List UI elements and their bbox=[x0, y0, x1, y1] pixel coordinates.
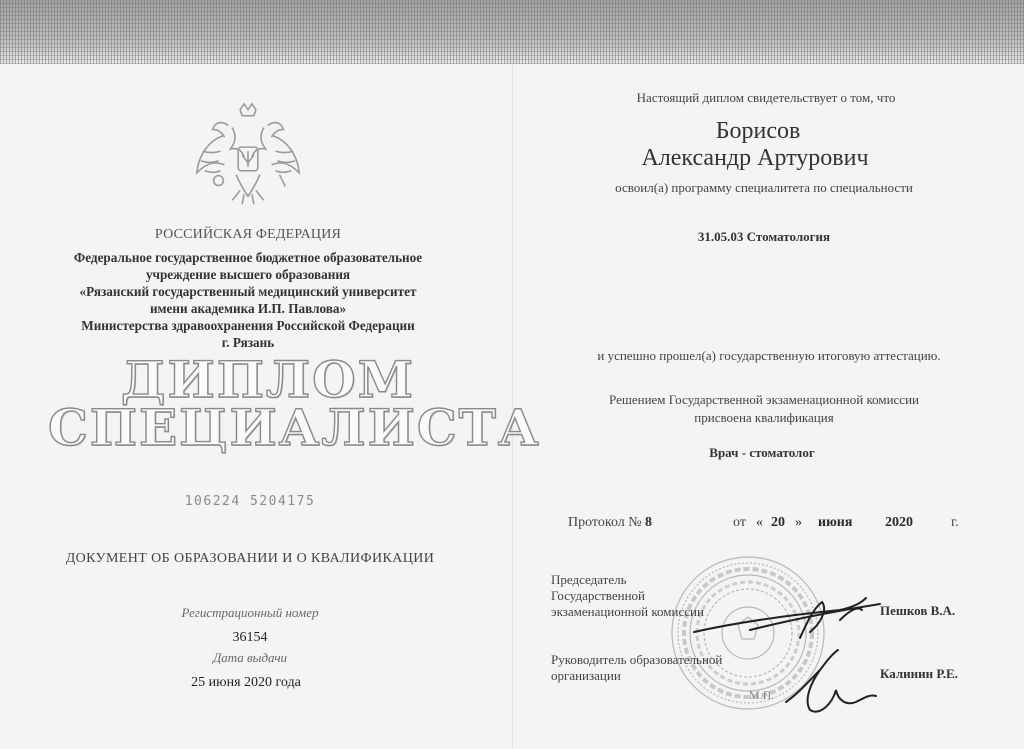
qualification: Врач - стоматолог bbox=[709, 445, 815, 460]
program-statement: освоил(а) программу специалитета по специальности bbox=[615, 180, 913, 195]
graduate-given-names: Александр Артурович bbox=[641, 145, 869, 171]
institution-line: «Рязанский государственный медицинский университет bbox=[79, 284, 417, 299]
head-title: организации bbox=[551, 668, 621, 683]
issue-date: 25 июня 2020 года bbox=[191, 675, 301, 690]
quote-open: « bbox=[756, 515, 763, 530]
registration-number: 36154 bbox=[232, 630, 268, 645]
russian-double-headed-eagle-icon bbox=[189, 96, 307, 214]
protocol-from: от bbox=[733, 515, 746, 530]
institution-line: имени академика И.П. Павлова» bbox=[149, 301, 347, 316]
protocol-year: 2020 bbox=[885, 515, 913, 530]
head-name: Калинин Р.Е. bbox=[880, 666, 958, 681]
protocol-label: Протокол № bbox=[568, 515, 642, 530]
serial-number: 106224 5204175 bbox=[184, 494, 316, 509]
protocol-number: 8 bbox=[645, 515, 652, 530]
graduate-surname: Борисов bbox=[715, 118, 801, 144]
specialty: 31.05.03 Стоматология bbox=[697, 229, 831, 244]
head-title: Руководитель образовательной bbox=[551, 652, 723, 667]
institution-line: учреждение высшего образования bbox=[145, 267, 351, 282]
country-label: РОССИЙСКАЯ ФЕДЕРАЦИЯ bbox=[154, 227, 342, 242]
commission-decision: Решением Государственной экзаменационной комиссии bbox=[609, 392, 919, 407]
registration-label: Регистрационный номер bbox=[181, 605, 319, 620]
quote-close: » bbox=[795, 515, 802, 530]
certifies-text: Настоящий диплом свидетельствует о том, что bbox=[636, 90, 896, 105]
diploma-title-line2: СПЕЦИАЛИСТА bbox=[48, 398, 541, 457]
protocol-month: июня bbox=[818, 515, 853, 530]
attestation-statement: и успешно прошел(а) государственную итоговую аттестацию. bbox=[597, 348, 941, 363]
institution-city: г. Рязань bbox=[221, 335, 275, 350]
issue-date-label: Дата выдачи bbox=[212, 650, 288, 665]
chair-title: Председатель bbox=[551, 572, 627, 587]
protocol-day: 20 bbox=[771, 515, 785, 530]
institution-line: Федеральное государственное бюджетное образовательное bbox=[73, 250, 423, 265]
stamp-place-mark: М.П. bbox=[749, 688, 775, 702]
commission-decision: присвоена квалификация bbox=[694, 410, 834, 425]
chair-title: экзаменационной комиссии bbox=[551, 604, 704, 619]
institution-line: Министерства здравоохранения Российской Федерации bbox=[81, 318, 415, 333]
diploma-title-line1: ДИПЛОМ bbox=[121, 350, 416, 409]
chair-title: Государственной bbox=[551, 588, 646, 603]
decorative-top-band bbox=[0, 0, 1024, 64]
document-type-label: ДОКУМЕНТ ОБ ОБРАЗОВАНИИ И О КВАЛИФИКАЦИИ bbox=[65, 551, 435, 566]
year-suffix: г. bbox=[951, 515, 959, 530]
chair-name: Пешков В.А. bbox=[880, 603, 956, 618]
handwritten-signature-icon bbox=[780, 640, 880, 720]
